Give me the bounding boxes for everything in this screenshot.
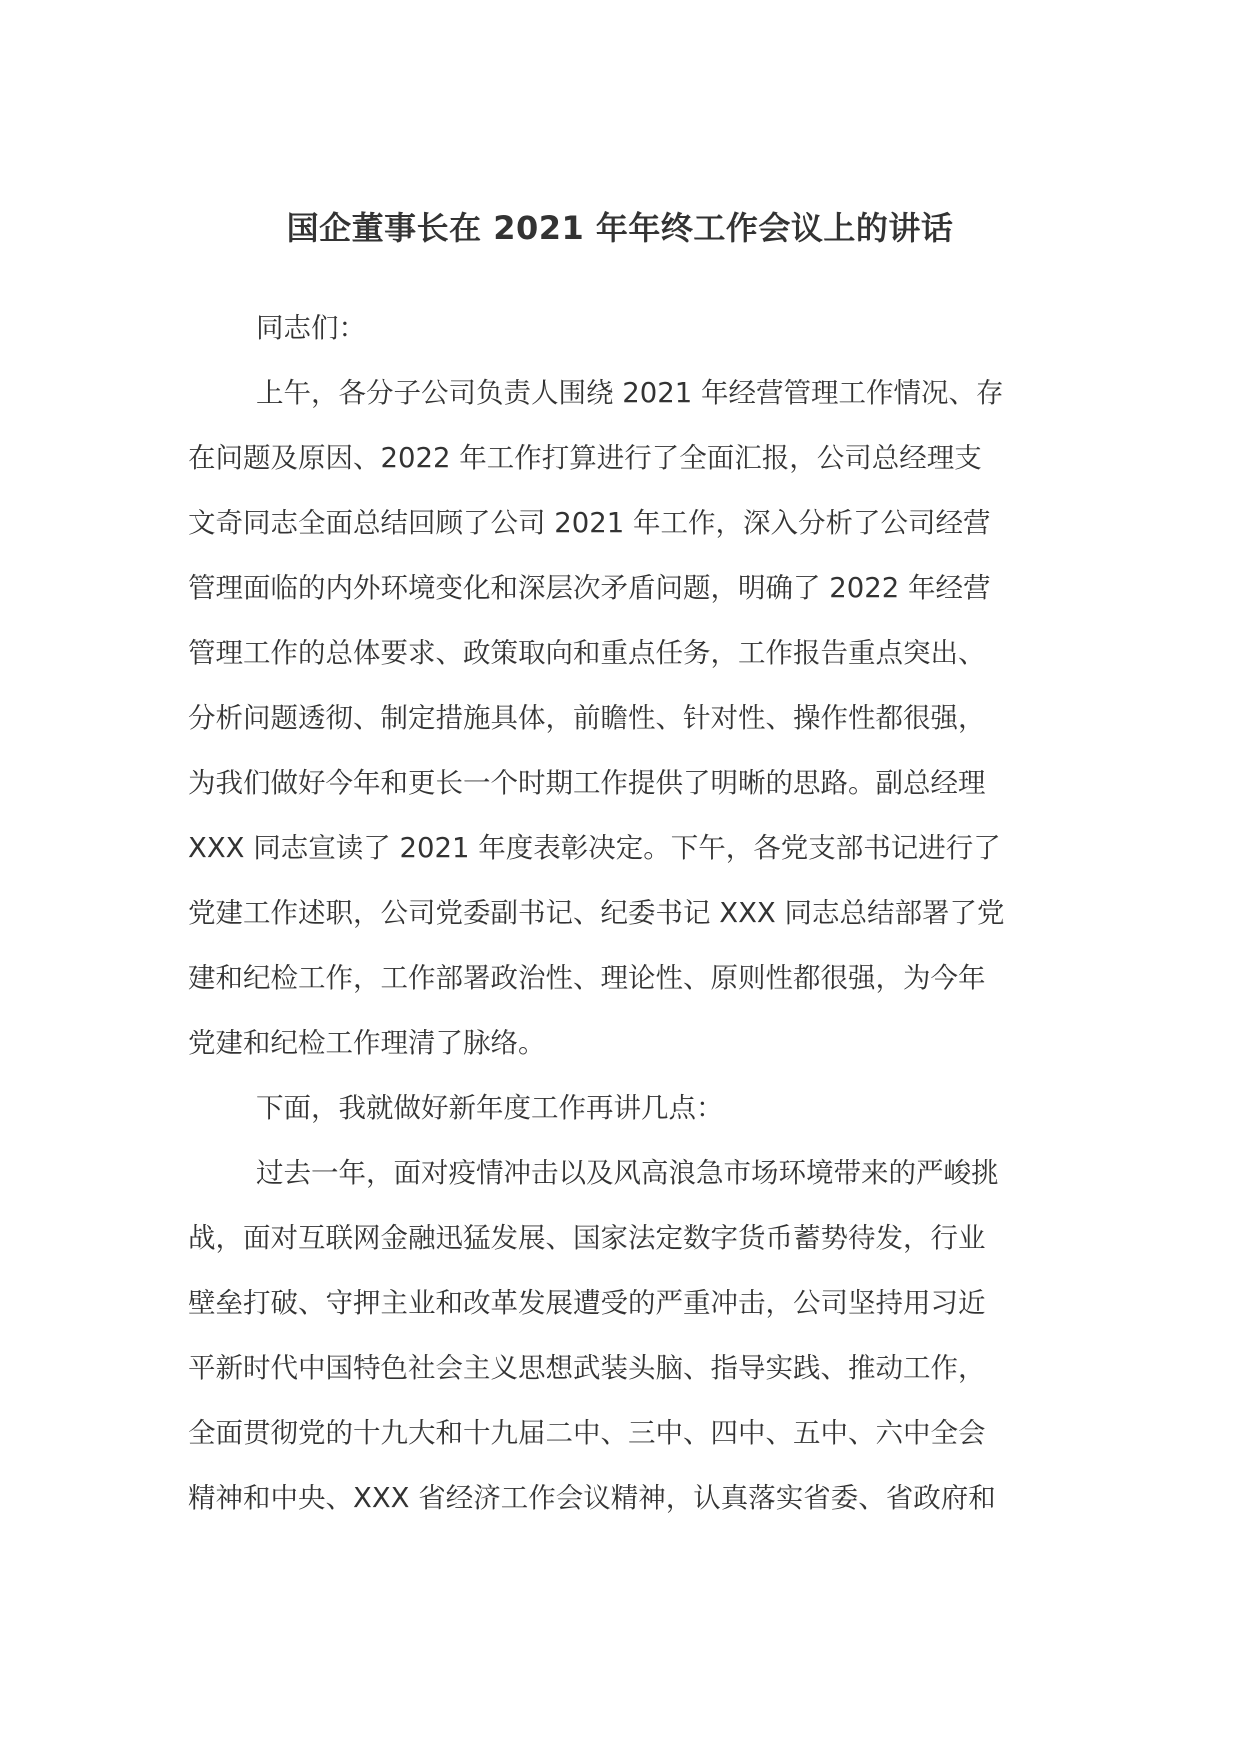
paragraph-1-line-2: 在问题及原因、2022 年工作打算进行了全面汇报，公司总经理支 (188, 442, 982, 474)
paragraph-1-line-9: 党建工作述职，公司党委副书记、纪委书记 XXX 同志总结部署了党 (188, 897, 1005, 929)
paragraph-3-line-4: 平新时代中国特色社会主义思想武装头脑、指导实践、推动工作， (188, 1352, 986, 1384)
paragraph-3-line-2: 战，面对互联网金融迅猛发展、国家法定数字货币蓄势待发，行业 (188, 1222, 986, 1254)
paragraph-1-line-3: 文奇同志全面总结回顾了公司 2021 年工作，深入分析了公司经营 (188, 507, 991, 539)
paragraph-3-line-1: 过去一年，面对疫情冲击以及风高浪急市场环境带来的严峻挑 (256, 1157, 999, 1189)
paragraph-3-line-3: 壁垒打破、守押主业和改革发展遭受的严重冲击，公司坚持用习近 (188, 1287, 986, 1319)
document-title: 国企董事长在 2021 年年终工作会议上的讲话 (286, 209, 954, 247)
paragraph-1-line-1: 上午，各分子公司负责人围绕 2021 年经营管理工作情况、存 (256, 377, 1004, 409)
paragraph-1-line-11: 党建和纪检工作理清了脉络。 (188, 1027, 546, 1059)
paragraph-1-line-10: 建和纪检工作，工作部署政治性、理论性、原则性都很强，为今年 (188, 962, 986, 994)
paragraph-2-line-1: 下面，我就做好新年度工作再讲几点： (256, 1092, 724, 1124)
paragraph-1-line-5: 管理工作的总体要求、政策取向和重点任务，工作报告重点突出、 (188, 637, 986, 669)
paragraph-3-line-5: 全面贯彻党的十九大和十九届二中、三中、四中、五中、六中全会 (188, 1417, 986, 1449)
paragraph-1-line-8: XXX 同志宣读了 2021 年度表彰决定。下午，各党支部书记进行了 (188, 832, 1001, 864)
salutation-line: 同志们： (256, 312, 366, 344)
paragraph-1-line-6: 分析问题透彻、制定措施具体，前瞻性、针对性、操作性都很强， (188, 702, 986, 734)
paragraph-1-line-7: 为我们做好今年和更长一个时期工作提供了明晰的思路。副总经理 (188, 767, 986, 799)
paragraph-3-line-6: 精神和中央、XXX 省经济工作会议精神，认真落实省委、省政府和 (188, 1482, 996, 1514)
paragraph-1-line-4: 管理面临的内外环境变化和深层次矛盾问题，明确了 2022 年经营 (188, 572, 991, 604)
